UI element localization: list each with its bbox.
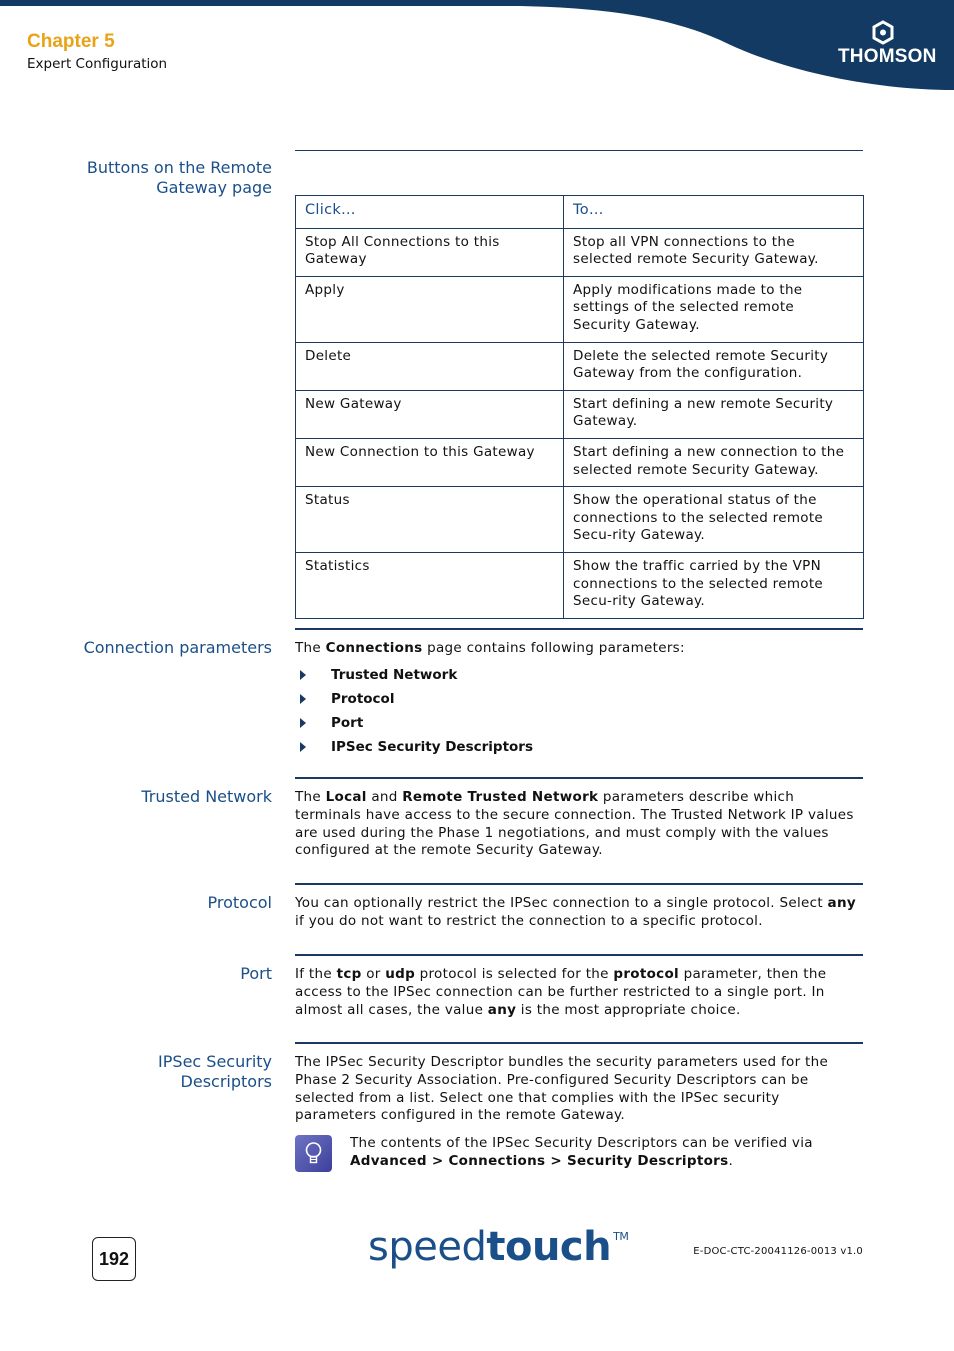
- to-cell: Stop all VPN connections to the selected remote Security Gateway.: [564, 228, 864, 276]
- list-item: Port: [300, 711, 533, 735]
- heading-line: Buttons on the Remote: [86, 158, 272, 177]
- page-number: 192: [92, 1237, 136, 1281]
- section-divider: [295, 883, 863, 885]
- port-text: If the tcp or udp protocol is selected for the protocol parameter, then the access to the IPSec connection can be further restricted to a single port. In almost all cases, the value any is the most appropriate choice.: [295, 966, 827, 1018]
- heading-buttons: [87, 158, 272, 198]
- to-cell: Delete the selected remote Security Gateway from the configuration.: [564, 342, 864, 390]
- connection-params-intro: The Connections page contains following parameters:: [295, 640, 685, 656]
- click-cell: Apply: [296, 276, 564, 342]
- brand-light: speed: [368, 1224, 487, 1270]
- chapter-label: Chapter 5: [27, 31, 115, 52]
- click-cell: New Connection to this Gateway: [296, 438, 564, 486]
- table-row: [296, 276, 864, 342]
- thomson-logo-icon: [870, 20, 896, 46]
- bullet-arrow-icon: [300, 694, 306, 704]
- table-row: [296, 552, 864, 618]
- lightbulb-icon: [295, 1135, 332, 1172]
- click-cell: Stop All Connections to this Gateway: [296, 228, 564, 276]
- header-banner: [0, 0, 954, 95]
- click-cell: Delete: [296, 342, 564, 390]
- section-divider: [295, 150, 863, 151]
- heading-line: Gateway page: [156, 178, 272, 197]
- trusted-network-text: The Local and Remote Trusted Network parameters describe which terminals have access to the secure connection. The Trusted Network IP values are used during the Phase 1 negotiations, and must comply with the values configured at the remote Security Gateway.: [295, 789, 854, 859]
- table-row: [296, 390, 864, 438]
- buttons-table: [295, 195, 864, 619]
- heading-line: Descriptors: [180, 1072, 272, 1091]
- list-item: Protocol: [300, 687, 533, 711]
- heading-protocol: Protocol: [207, 893, 272, 912]
- to-cell: Apply modifications made to the settings of the selected remote Security Gateway.: [564, 276, 864, 342]
- chapter-subtitle: Expert Configuration: [27, 56, 168, 72]
- heading-port: Port: [240, 964, 272, 983]
- table-row: [296, 438, 864, 486]
- heading-trusted-network: Trusted Network: [141, 787, 272, 806]
- protocol-text: You can optionally restrict the IPSec connection to a single protocol. Select any if you do not want to restrict the connection to a specific protocol.: [295, 895, 856, 929]
- section-divider: [295, 1042, 863, 1044]
- to-cell: Show the traffic carried by the VPN connections to the selected remote Secu-rity Gateway.: [564, 552, 864, 618]
- bullet-arrow-icon: [300, 670, 306, 680]
- column-header-click: Click…: [296, 196, 564, 229]
- heading-connection-parameters: Connection parameters: [83, 638, 272, 657]
- parameter-list: [300, 663, 533, 759]
- to-cell: Show the operational status of the connections to the selected remote Secu-rity Gateway.: [564, 487, 864, 553]
- brand-trademark: TM: [613, 1230, 629, 1243]
- bullet-arrow-icon: [300, 718, 306, 728]
- click-cell: New Gateway: [296, 390, 564, 438]
- document-id: E-DOC-CTC-20041126-0013 v1.0: [693, 1246, 863, 1257]
- table-row: [296, 487, 864, 553]
- column-header-to: To…: [564, 196, 864, 229]
- to-cell: Start defining a new connection to the selected remote Security Gateway.: [564, 438, 864, 486]
- note-text: The contents of the IPSec Security Descriptors can be verified via Advanced > Connections > Security Descriptors.: [350, 1135, 813, 1169]
- table-header-row: [296, 196, 864, 229]
- section-divider: [295, 777, 863, 779]
- ipsec-text: The IPSec Security Descriptor bundles the security parameters used for the Phase 2 Security Association. Pre-configured Security Descriptors can be selected from a list. Select one that complies with the IPSec security parameters configured in the remote Gateway.: [295, 1054, 829, 1124]
- table-row: [296, 228, 864, 276]
- table-row: [296, 342, 864, 390]
- list-item: IPSec Security Descriptors: [300, 735, 533, 759]
- click-cell: Statistics: [296, 552, 564, 618]
- section-divider: [295, 954, 863, 956]
- section-divider: [295, 628, 863, 630]
- speedtouch-logo: [368, 1224, 628, 1270]
- to-cell: Start defining a new remote Security Gateway.: [564, 390, 864, 438]
- list-item: Trusted Network: [300, 663, 533, 687]
- heading-ipsec-descriptors: [158, 1052, 272, 1092]
- thomson-logo-text: THOMSON: [838, 46, 937, 67]
- heading-line: IPSec Security: [158, 1052, 272, 1071]
- bullet-arrow-icon: [300, 742, 306, 752]
- brand-bold: touch: [486, 1224, 612, 1270]
- click-cell: Status: [296, 487, 564, 553]
